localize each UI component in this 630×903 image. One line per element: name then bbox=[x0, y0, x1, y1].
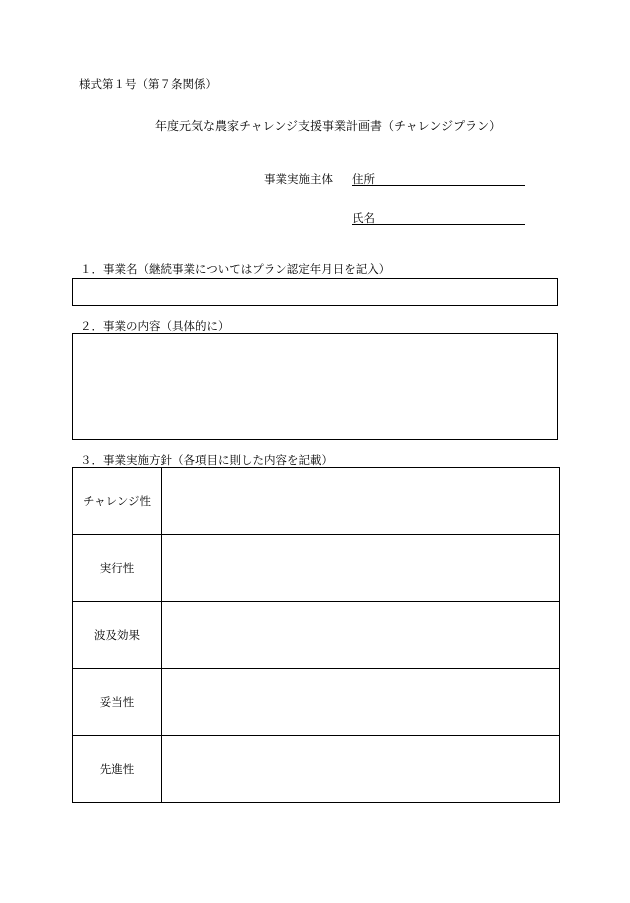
name-field[interactable] bbox=[352, 224, 525, 225]
row-label-validity: 妥当性 bbox=[73, 669, 162, 736]
row-label-ripple-effect: 波及効果 bbox=[73, 602, 162, 669]
form-number: 様式第１号（第７条関係） bbox=[79, 77, 217, 91]
table-row bbox=[73, 736, 560, 803]
row-label-challenge: チャレンジ性 bbox=[73, 468, 162, 535]
row-field-challenge[interactable] bbox=[162, 468, 560, 535]
row-field-advancement[interactable] bbox=[162, 736, 560, 803]
section-1-heading: １．事業名（継続事業についてはプラン認定年月日を記入） bbox=[80, 262, 391, 276]
project-name-field[interactable] bbox=[72, 278, 558, 306]
document-title: 年度元気な農家チャレンジ支援事業計画書（チャレンジプラン） bbox=[155, 119, 502, 133]
section-3-heading: ３．事業実施方針（各項目に則した内容を記載） bbox=[80, 453, 333, 467]
row-label-advancement: 先進性 bbox=[73, 736, 162, 803]
row-field-feasibility[interactable] bbox=[162, 535, 560, 602]
row-field-ripple-effect[interactable] bbox=[162, 602, 560, 669]
policy-table bbox=[72, 467, 560, 803]
row-field-validity[interactable] bbox=[162, 669, 560, 736]
table-row bbox=[73, 669, 560, 736]
address-field[interactable] bbox=[352, 185, 525, 186]
row-label-feasibility: 実行性 bbox=[73, 535, 162, 602]
name-label: 氏名 bbox=[352, 211, 375, 225]
entity-label: 事業実施主体 bbox=[264, 172, 333, 186]
table-row bbox=[73, 535, 560, 602]
project-content-field[interactable] bbox=[72, 333, 558, 440]
section-2-heading: ２．事業の内容（具体的に） bbox=[80, 319, 230, 333]
table-row bbox=[73, 602, 560, 669]
address-label: 住所 bbox=[352, 172, 375, 186]
table-row bbox=[73, 468, 560, 535]
